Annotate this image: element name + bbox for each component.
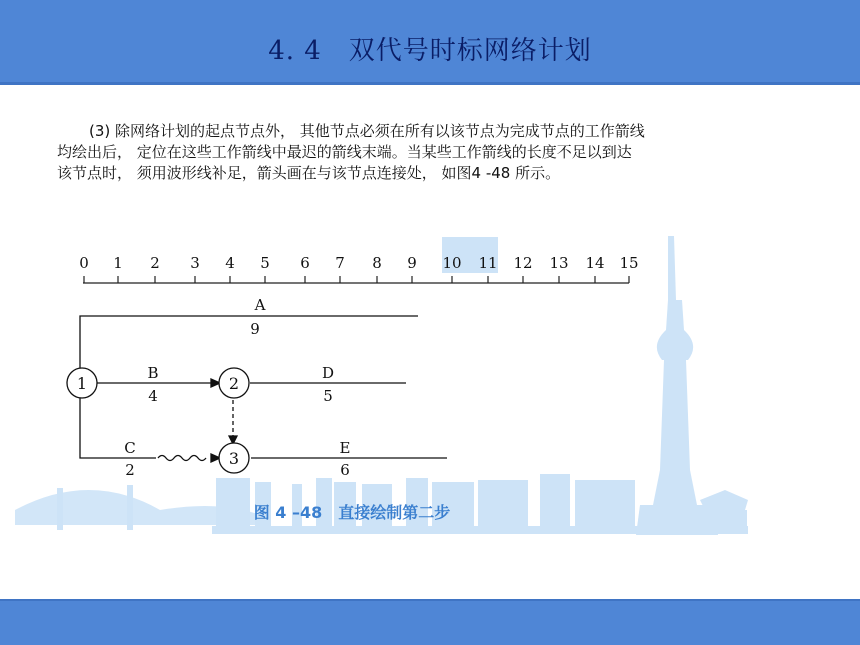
activity-d-name: D xyxy=(321,364,335,382)
paragraph-line-1: (3) 除网络计划的起点节点外， 其他节点必须在所有以该节点为完成节点的工作箭线 xyxy=(89,122,645,140)
activity-d-duration: 5 xyxy=(323,387,333,405)
paragraph-line-3: 该节点时， 须用波形线补足，箭头画在与该节点连接处， 如图4 -48 所示。 xyxy=(57,164,561,182)
node-3-label: 3 xyxy=(228,449,240,468)
scale-ticks xyxy=(79,254,638,283)
scale-tick-label: 6 xyxy=(300,254,310,272)
scale-tick-label: 11 xyxy=(478,254,498,272)
activity-c-name: C xyxy=(124,439,136,457)
activity-c-duration: 2 xyxy=(125,461,135,479)
paragraph-line-2: 均绘出后， 定位在这些工作箭线中最迟的箭线末端。当某些工作箭线的长度不足以到达 xyxy=(57,143,632,161)
scale-tick-label: 9 xyxy=(407,254,417,272)
scale-tick-label: 10 xyxy=(442,254,462,272)
scale-tick-label: 4 xyxy=(225,254,235,272)
scale-tick-label: 13 xyxy=(549,254,569,272)
footer-bar xyxy=(0,599,860,645)
scale-tick-label: 3 xyxy=(190,254,200,272)
scale-tick-label: 1 xyxy=(113,254,123,272)
skyline-background xyxy=(15,236,748,535)
activity-b-duration: 4 xyxy=(148,387,158,405)
activity-a-duration: 9 xyxy=(250,320,260,338)
activity-e-duration: 6 xyxy=(340,461,350,479)
scale-tick-label: 0 xyxy=(79,254,89,272)
scale-tick-label: 2 xyxy=(150,254,160,272)
scale-tick-label: 7 xyxy=(335,254,345,272)
wavy-line xyxy=(158,456,206,461)
activity-b-name: B xyxy=(147,364,159,382)
figure-caption: 图 4 –48 直接绘制第二步 xyxy=(253,503,451,522)
scale-tick-label: 5 xyxy=(260,254,270,272)
scale-tick-label: 14 xyxy=(585,254,605,272)
scale-tick-label: 15 xyxy=(619,254,639,272)
scale-tick-label: 8 xyxy=(372,254,382,272)
activity-a-name: A xyxy=(254,296,266,314)
slide-title: 4. 4 双代号时标网络计划 xyxy=(268,36,592,66)
scale-tick-label: 12 xyxy=(513,254,533,272)
node-1-label: 1 xyxy=(76,374,88,393)
node-2-label: 2 xyxy=(228,374,240,393)
activity-a-line xyxy=(80,316,418,370)
activity-c-line xyxy=(80,398,156,458)
activity-e-name: E xyxy=(339,439,351,457)
